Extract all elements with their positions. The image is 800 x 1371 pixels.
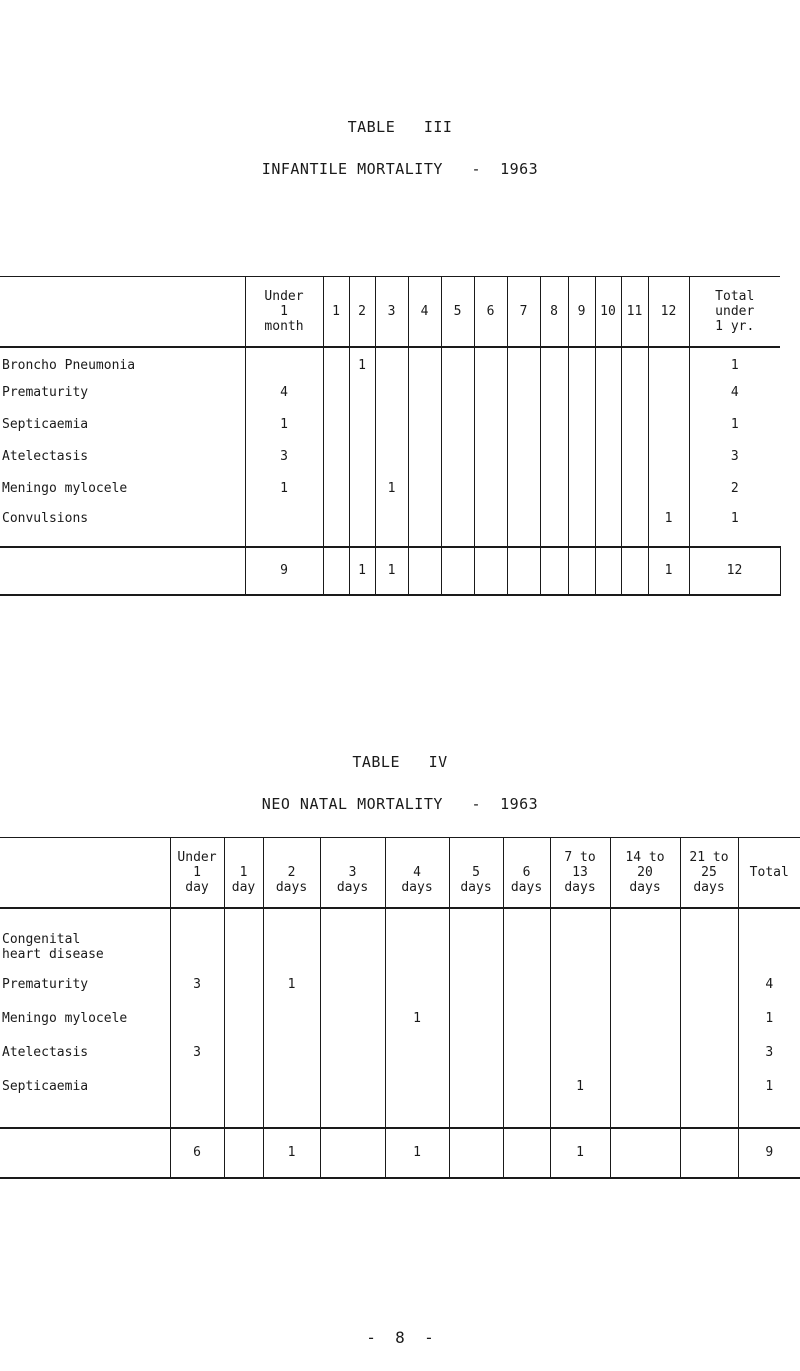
cell-month-5 (441, 473, 474, 505)
spacer-cell (375, 533, 408, 547)
table4-title: NEO NATAL MORTALITY - 1963 (261, 795, 539, 813)
totals-label-cell (0, 547, 245, 595)
cell-col-9 (680, 1070, 738, 1104)
cell-month-12 (648, 441, 689, 473)
header-col-8 (610, 838, 680, 908)
spacer-cell (550, 1104, 610, 1128)
cell-month-11 (621, 377, 648, 409)
table4-spacer-row (0, 1104, 800, 1128)
cell-col-8 (610, 1002, 680, 1036)
header-line: 5 (472, 864, 480, 880)
cell-month-8 (540, 377, 568, 409)
cell-under-1-month: 4 (245, 377, 323, 409)
spacer-cell (385, 1104, 449, 1128)
cell-col-5 (449, 1036, 503, 1070)
spacer-cell (540, 533, 568, 547)
header-line: days (564, 879, 596, 895)
total-col-6 (503, 1128, 550, 1178)
header-line (225, 850, 263, 865)
total-col-0: 6 (170, 1128, 224, 1178)
header-total-line: Total (715, 288, 755, 304)
cell-month-4 (408, 473, 441, 505)
cell-col-9 (680, 968, 738, 1002)
header-month-2: 2 (349, 277, 375, 347)
header-col-10 (738, 838, 800, 908)
cell-col-3 (320, 1002, 385, 1036)
cell-month-11 (621, 473, 648, 505)
spacer-cell (507, 533, 540, 547)
cell-col-10: 3 (738, 1036, 800, 1070)
cell-month-11 (621, 505, 648, 533)
cell-under-1-month (245, 347, 323, 377)
total-col-10: 9 (738, 1128, 800, 1178)
total-month-7 (507, 547, 540, 595)
cell-month-1 (323, 377, 349, 409)
header-line: 1 (239, 864, 248, 880)
header-month-3: 3 (375, 277, 408, 347)
cell-col-8 (610, 1070, 680, 1104)
row-label (0, 968, 170, 1002)
spacer-cell (689, 533, 780, 547)
row-label: Prematurity (2, 385, 89, 400)
header-total-under-1-yr (689, 277, 780, 347)
cell-col-10 (738, 908, 800, 968)
cell-month-5 (441, 409, 474, 441)
cell-month-11 (621, 347, 648, 377)
cell-col-4 (385, 1036, 449, 1070)
cell-month-6 (474, 409, 507, 441)
grand-total: 12 (689, 547, 780, 595)
cell-col-9 (680, 1002, 738, 1036)
cell-month-2 (349, 473, 375, 505)
header-under-line: 1 (280, 303, 288, 319)
cell-month-7 (507, 505, 540, 533)
header-line: days (275, 879, 308, 895)
cell-col-7 (550, 968, 610, 1002)
row-label (0, 1070, 170, 1104)
total-col-2: 1 (263, 1128, 320, 1178)
header-col-7 (550, 838, 610, 908)
header-month-1: 1 (323, 277, 349, 347)
header-empty-cell (0, 838, 170, 908)
cell-month-8 (540, 473, 568, 505)
total-month-1 (323, 547, 349, 595)
header-line: day (185, 879, 209, 895)
spacer-cell (474, 533, 507, 547)
cell-col-4 (385, 1070, 449, 1104)
cell-month-7 (507, 377, 540, 409)
cell-col-0: 3 (170, 1036, 224, 1070)
cell-month-11 (621, 441, 648, 473)
total-month-9 (568, 547, 595, 595)
cell-month-4 (408, 377, 441, 409)
row-label: Convulsions (2, 511, 89, 526)
cell-col-0 (170, 1002, 224, 1036)
cell-month-5 (441, 505, 474, 533)
cell-col-1 (224, 1070, 263, 1104)
cell-month-9 (568, 505, 595, 533)
header-empty-cell (0, 277, 245, 347)
cell-col-6 (503, 1002, 550, 1036)
table3-row (0, 441, 780, 473)
cell-total: 1 (689, 347, 780, 377)
total-month-4 (408, 547, 441, 595)
cell-month-10 (595, 347, 621, 377)
cell-col-5 (449, 1070, 503, 1104)
row-label-line1: Meningo mylocele (2, 1011, 128, 1026)
total-under-1-month: 9 (245, 547, 323, 595)
cell-month-10 (595, 505, 621, 533)
header-month-12: 12 (648, 277, 689, 347)
cell-month-3 (375, 409, 408, 441)
cell-month-3 (375, 505, 408, 533)
table4-row (0, 1002, 800, 1036)
spacer-cell (680, 1104, 738, 1128)
cell-col-6 (503, 968, 550, 1002)
cell-month-1 (323, 347, 349, 377)
header-line: 1 (193, 864, 201, 880)
header-total-line: under (715, 303, 755, 319)
total-month-5 (441, 547, 474, 595)
spacer-cell (408, 533, 441, 547)
header-line: Total (749, 864, 789, 880)
cell-month-2 (349, 505, 375, 533)
header-line: day (231, 879, 256, 895)
total-col-3 (320, 1128, 385, 1178)
cell-col-2 (263, 1002, 320, 1036)
table4-row (0, 968, 800, 1002)
table3-title: INFANTILE MORTALITY - 1963 (261, 160, 539, 178)
header-col-1 (224, 838, 263, 908)
header-col-2 (263, 838, 320, 908)
header-line: 6 (522, 864, 531, 880)
cell-under-1-month (245, 505, 323, 533)
cell-month-9 (568, 409, 595, 441)
header-line: 14 to (625, 849, 665, 865)
cell-col-4 (385, 908, 449, 968)
cell-col-2: 1 (263, 968, 320, 1002)
cell-month-1 (323, 473, 349, 505)
cell-col-8 (610, 968, 680, 1002)
header-line: days (693, 879, 725, 895)
spacer-cell (610, 1104, 680, 1128)
header-line (386, 850, 449, 865)
header-month-11: 11 (621, 277, 648, 347)
cell-col-1 (224, 1036, 263, 1070)
totals-label-cell (0, 1128, 170, 1178)
spacer-cell (595, 533, 621, 547)
cell-col-1 (224, 968, 263, 1002)
header-line: days (401, 879, 433, 895)
cell-month-3: 1 (375, 473, 408, 505)
table4-totals-row (0, 1128, 800, 1178)
row-label: Broncho Pneumonia (2, 357, 136, 373)
cell-month-10 (595, 377, 621, 409)
row-label-line1: Congenital (2, 931, 81, 947)
cell-col-7 (550, 1036, 610, 1070)
header-line: days (510, 879, 543, 895)
cell-col-2 (263, 1036, 320, 1070)
spacer-cell (349, 533, 375, 547)
cell-month-2 (349, 441, 375, 473)
total-col-8 (610, 1128, 680, 1178)
total-col-5 (449, 1128, 503, 1178)
cell-month-8 (540, 347, 568, 377)
header-line: days (336, 879, 369, 895)
spacer-cell (245, 533, 323, 547)
cell-month-7 (507, 473, 540, 505)
table3-row (0, 409, 780, 441)
spacer-cell (0, 1104, 170, 1128)
spacer-cell (648, 533, 689, 547)
header-line: 25 (701, 864, 717, 880)
cell-col-9 (680, 908, 738, 968)
cell-month-8 (540, 505, 568, 533)
cell-under-1-month: 1 (245, 409, 323, 441)
cell-col-5 (449, 908, 503, 968)
table3-header-row (0, 277, 780, 347)
cell-month-2 (349, 409, 375, 441)
cell-total: 3 (689, 441, 780, 473)
cell-month-2 (349, 377, 375, 409)
header-col-4 (385, 838, 449, 908)
header-month-5: 5 (441, 277, 474, 347)
cell-col-0 (170, 1070, 224, 1104)
cell-col-3 (320, 1070, 385, 1104)
header-month-4: 4 (408, 277, 441, 347)
cell-col-4: 1 (385, 1002, 449, 1036)
infantile-mortality-table (0, 276, 781, 596)
table3-spacer-row (0, 533, 780, 547)
row-label-line1: Prematurity (2, 977, 89, 992)
total-col-1 (224, 1128, 263, 1178)
table4-row (0, 908, 800, 968)
total-col-4: 1 (385, 1128, 449, 1178)
cell-month-10 (595, 409, 621, 441)
header-line (321, 850, 385, 865)
header-line (504, 850, 550, 865)
cell-col-1 (224, 1002, 263, 1036)
header-line: 3 (348, 864, 357, 880)
cell-month-10 (595, 473, 621, 505)
spacer-cell (738, 1104, 800, 1128)
cell-month-1 (323, 409, 349, 441)
row-label (0, 1036, 170, 1070)
table4-row (0, 1036, 800, 1070)
header-month-9: 9 (568, 277, 595, 347)
header-line (450, 850, 503, 865)
total-col-9 (680, 1128, 738, 1178)
total-month-6 (474, 547, 507, 595)
spacer-cell (503, 1104, 550, 1128)
header-total-line: 1 yr. (715, 318, 755, 334)
cell-month-1 (323, 505, 349, 533)
cell-month-3 (375, 347, 408, 377)
row-label (0, 1002, 170, 1036)
spacer-cell (568, 533, 595, 547)
cell-col-8 (610, 908, 680, 968)
total-month-10 (595, 547, 621, 595)
cell-month-7 (507, 441, 540, 473)
row-label-line2: heart disease (2, 946, 104, 962)
cell-total: 1 (689, 505, 780, 533)
header-col-0 (170, 838, 224, 908)
header-col-9 (680, 838, 738, 908)
total-month-11 (621, 547, 648, 595)
cell-col-6 (503, 908, 550, 968)
cell-col-7 (550, 908, 610, 968)
header-under-line: Under (264, 288, 304, 304)
cell-col-3 (320, 908, 385, 968)
row-label (0, 908, 170, 968)
cell-month-9 (568, 473, 595, 505)
header-under-line: month (264, 318, 304, 334)
table4-heading: TABLE IV (352, 753, 448, 771)
cell-month-2: 1 (349, 347, 375, 377)
cell-col-7 (550, 1002, 610, 1036)
cell-col-2 (263, 1070, 320, 1104)
cell-month-12 (648, 409, 689, 441)
cell-col-7: 1 (550, 1070, 610, 1104)
cell-month-9 (568, 441, 595, 473)
cell-under-1-month: 1 (245, 473, 323, 505)
table3-row (0, 347, 780, 377)
header-under-1-month (245, 277, 323, 347)
header-line: 20 (637, 864, 653, 880)
cell-col-10: 4 (738, 968, 800, 1002)
header-line: Under (177, 849, 217, 865)
cell-month-10 (595, 441, 621, 473)
header-line: 21 to (689, 849, 729, 865)
total-month-3: 1 (375, 547, 408, 595)
cell-col-3 (320, 968, 385, 1002)
header-col-5 (449, 838, 503, 908)
cell-month-6 (474, 347, 507, 377)
header-line: days (629, 879, 661, 895)
cell-month-12 (648, 473, 689, 505)
neo-natal-mortality-table (0, 837, 800, 1179)
cell-col-10: 1 (738, 1002, 800, 1036)
spacer-cell (441, 533, 474, 547)
cell-month-3 (375, 441, 408, 473)
table3-totals-row (0, 547, 780, 595)
spacer-cell (170, 1104, 224, 1128)
header-line: 7 to (564, 849, 596, 865)
cell-col-6 (503, 1036, 550, 1070)
cell-month-8 (540, 409, 568, 441)
table3-row (0, 473, 780, 505)
cell-month-6 (474, 377, 507, 409)
row-label: Septicaemia (2, 417, 89, 432)
cell-month-1 (323, 441, 349, 473)
row-label: Meningo mylocele (2, 481, 128, 496)
header-line: 4 (413, 864, 421, 880)
cell-col-10: 1 (738, 1070, 800, 1104)
table3-heading: TABLE III (347, 118, 453, 136)
cell-total: 2 (689, 473, 780, 505)
cell-month-6 (474, 473, 507, 505)
header-month-6: 6 (474, 277, 507, 347)
page-number: - 8 - (366, 1328, 434, 1347)
cell-month-5 (441, 377, 474, 409)
cell-col-9 (680, 1036, 738, 1070)
cell-month-12: 1 (648, 505, 689, 533)
header-month-8: 8 (540, 277, 568, 347)
cell-month-5 (441, 347, 474, 377)
total-month-12: 1 (648, 547, 689, 595)
row-label-line1: Septicaemia (2, 1079, 89, 1094)
cell-month-9 (568, 347, 595, 377)
cell-month-8 (540, 441, 568, 473)
cell-under-1-month: 3 (245, 441, 323, 473)
cell-col-2 (263, 908, 320, 968)
cell-month-4 (408, 505, 441, 533)
cell-col-6 (503, 1070, 550, 1104)
total-month-2: 1 (349, 547, 375, 595)
header-col-6 (503, 838, 550, 908)
table3-row (0, 377, 780, 409)
cell-month-11 (621, 409, 648, 441)
cell-month-7 (507, 409, 540, 441)
header-col-3 (320, 838, 385, 908)
cell-month-12 (648, 347, 689, 377)
cell-month-12 (648, 377, 689, 409)
spacer-cell (0, 533, 245, 547)
cell-month-4 (408, 347, 441, 377)
cell-col-8 (610, 1036, 680, 1070)
cell-col-0: 3 (170, 968, 224, 1002)
header-month-7: 7 (507, 277, 540, 347)
cell-col-0 (170, 908, 224, 968)
spacer-cell (323, 533, 349, 547)
cell-month-5 (441, 441, 474, 473)
table3-row (0, 505, 780, 533)
cell-month-6 (474, 505, 507, 533)
header-line (264, 850, 320, 865)
cell-month-3 (375, 377, 408, 409)
cell-month-6 (474, 441, 507, 473)
spacer-cell (263, 1104, 320, 1128)
spacer-cell (224, 1104, 263, 1128)
cell-col-1 (224, 908, 263, 968)
cell-col-5 (449, 1002, 503, 1036)
cell-month-9 (568, 377, 595, 409)
spacer-cell (621, 533, 648, 547)
cell-col-4 (385, 968, 449, 1002)
cell-month-7 (507, 347, 540, 377)
header-line: 13 (572, 864, 588, 880)
cell-col-5 (449, 968, 503, 1002)
total-month-8 (540, 547, 568, 595)
total-col-7: 1 (550, 1128, 610, 1178)
spacer-cell (320, 1104, 385, 1128)
cell-total: 4 (689, 377, 780, 409)
table4-row (0, 1070, 800, 1104)
row-label: Atelectasis (2, 449, 89, 464)
row-label-line1: Atelectasis (2, 1045, 89, 1060)
cell-total: 1 (689, 409, 780, 441)
header-line: 2 (287, 864, 296, 880)
cell-month-4 (408, 409, 441, 441)
spacer-cell (449, 1104, 503, 1128)
header-line: days (460, 879, 492, 895)
cell-col-3 (320, 1036, 385, 1070)
header-month-10: 10 (595, 277, 621, 347)
cell-month-4 (408, 441, 441, 473)
table4-header-row (0, 838, 800, 908)
